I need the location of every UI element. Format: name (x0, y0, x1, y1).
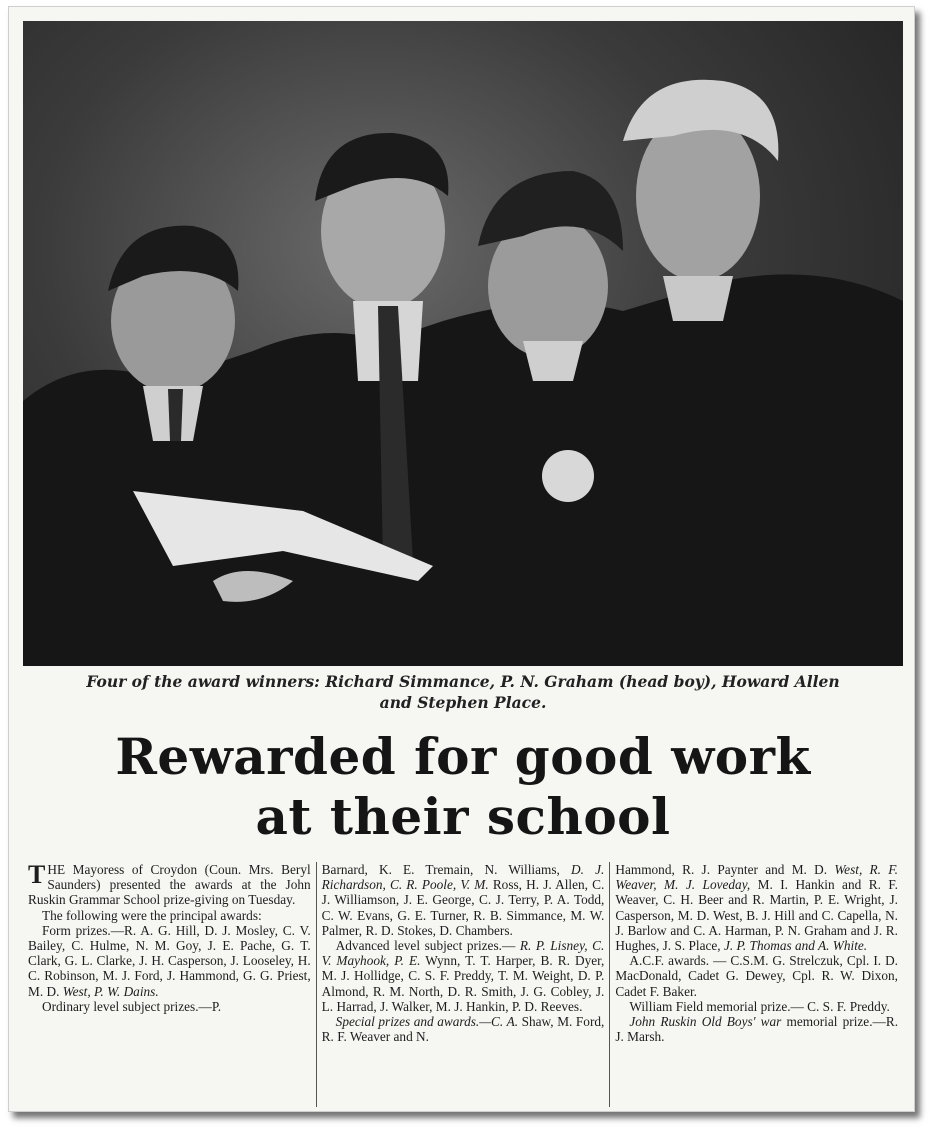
paragraph-william-field: William Field memorial prize.— C. S. F. Preddy. (629, 998, 890, 1014)
advanced-text-a: Advanced level subject prizes.— (335, 938, 516, 954)
photo-caption (23, 671, 903, 713)
form-prizes-italic: West, P. W. Dains. (62, 983, 159, 999)
paragraph-ordinary-level: Ordinary level subject prizes.—P. (42, 998, 222, 1014)
paragraph-advanced-level (322, 938, 605, 1014)
paragraph-ordinary-continued (322, 862, 605, 938)
caption-line-2: and Stephen Place. (379, 693, 547, 712)
headline-line-2: at their school (255, 787, 671, 846)
article-body (23, 862, 903, 1107)
paragraph-old-boys (615, 1014, 898, 1044)
special-cont-b: M. I. Hankin and R. F. Weaver, C. H. Beer and R. Martin, P. E. Wright, J. Casperson, M. D. West, B. J. Hill and C. Capella, N. J. Barlow and C. A. Harman, P. N. Graham and J. R. Hughes, J. S. Place, (615, 877, 899, 954)
headline (23, 727, 903, 847)
article-intro (28, 862, 311, 908)
old-boys-text: memorial prize.—R. J. Marsh. (615, 1014, 899, 1045)
special-text: Shaw, M. Ford, R. F. Weaver and N. (321, 1014, 605, 1045)
caption-line-1: Four of the award winners: Richard Simmance, P. N. Graham (head boy), Howard Allen (86, 672, 840, 691)
paragraph-special-prizes (322, 1014, 605, 1044)
old-boys-italic: John Ruskin Old Boys' war (629, 1014, 782, 1030)
newspaper-clipping (8, 6, 915, 1112)
paragraph-form-prizes (28, 923, 311, 999)
intro-text: HE Mayoress of Croydon (Coun. Mrs. Beryl Saunders) presented the awards at the John Ruskin Grammar School prize-giving on Tuesday. (28, 862, 311, 908)
ordinary-italic: D. J. Richardson, C. R. Poole, V. M. (321, 862, 605, 893)
ordinary-text-a: Barnard, K. E. Tremain, N. Williams, (321, 862, 560, 877)
ordinary-text-b: Ross, H. J. Allen, C. J. Williamson, J. E. George, C. J. Terry, P. A. Todd, C. W. Evans, G. E. Turner, R. B. Simmance, M. W. Palmer, R. D. Stokes, D. Chambers. (321, 877, 605, 938)
paragraph-acf-awards: A.C.F. awards. — C.S.M. G. Strelczuk, Cpl. I. D. MacDonald, Cadet G. Dewey, Cpl. R. W. Dixon, Cadet F. Baker. (615, 953, 899, 999)
special-cont-italic: West, R. F. Weaver, M. J. Loveday, (615, 862, 899, 893)
drop-cap: T (28, 862, 46, 889)
paragraph-special-continued (615, 862, 898, 953)
photo-illustration (23, 21, 903, 666)
advanced-italic: R. P. Lisney, C. V. Mayhook, P. E. (321, 938, 605, 969)
article-column-3 (609, 862, 903, 1107)
article-column-1 (23, 862, 316, 1107)
special-cont-a: Hammond, R. J. Paynter and M. D. (615, 862, 828, 877)
article-column-2 (316, 862, 610, 1107)
special-italic: Special prizes and awards.—C. A. (335, 1014, 519, 1030)
advanced-text-b: Wynn, T. T. Harper, B. R. Dyer, M. J. Hollidge, C. S. F. Preddy, T. M. Weight, D. P. Almond, R. M. North, D. R. Smith, J. G. Cobley, J. L. Harrad, J. Walker, M. J. Hankin, P. D. Reeves. (321, 953, 605, 1014)
form-prizes-text: Form prizes.—R. A. G. Hill, D. J. Mosley, C. V. Bailey, C. Hulme, N. M. Goy, J. E. Pache, G. T. Clark, G. L. Clarke, J. H. Casperson, J. Looseley, H. C. Robinson, M. J. Ford, J. Hammond, G. G. Priest, M. D. (28, 922, 311, 999)
headline-line-1: Rewarded for good work (115, 727, 811, 786)
special-cont-italic-2: J. P. Thomas and A. White. (723, 938, 868, 954)
paragraph-principal-awards: The following were the principal awards: (42, 907, 262, 923)
award-winners-photo (23, 21, 903, 666)
